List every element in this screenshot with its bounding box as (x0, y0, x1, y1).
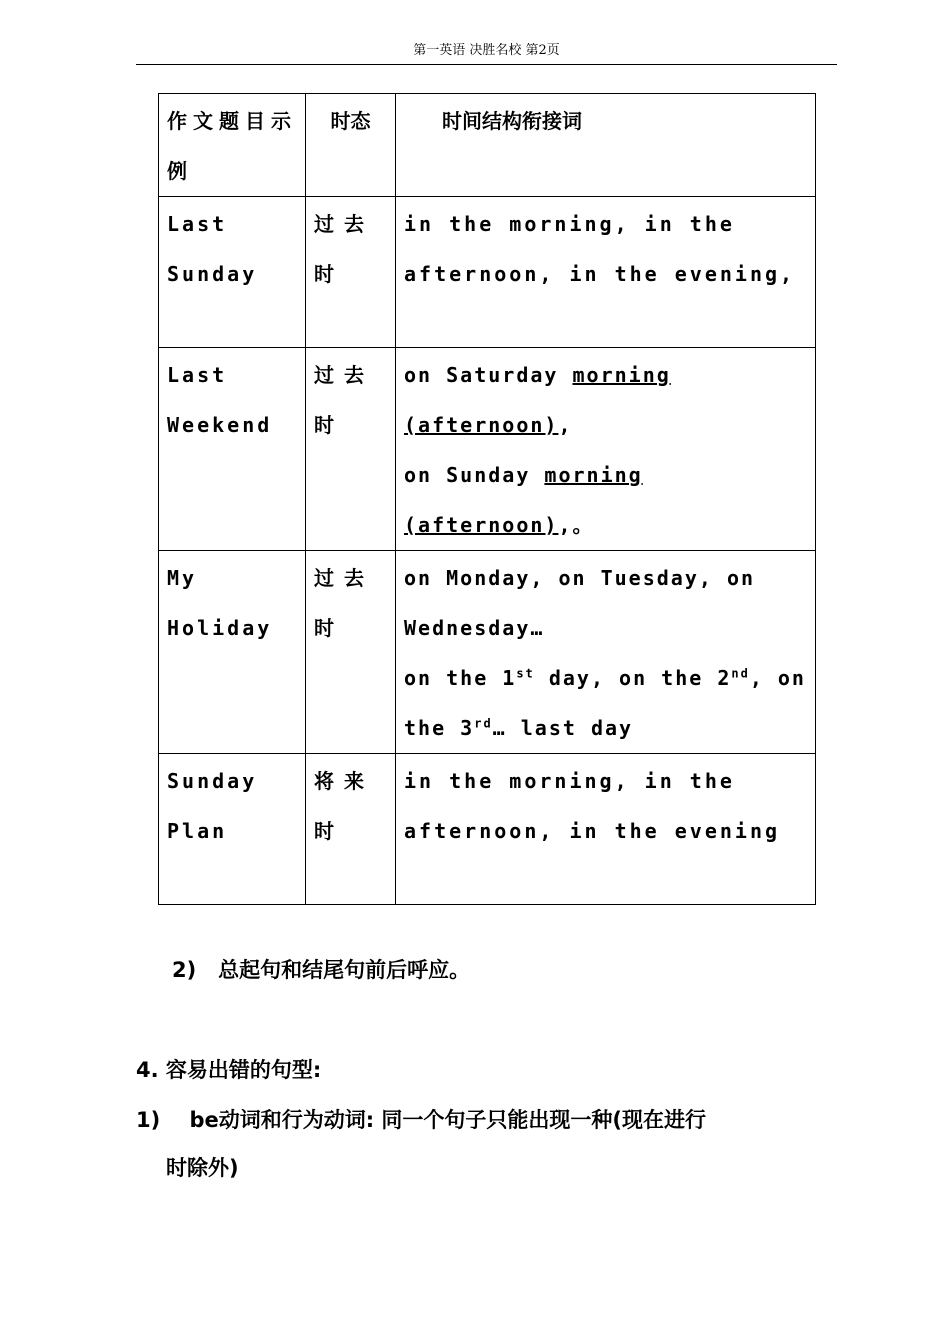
tense-cell: 将来时 (306, 754, 396, 905)
connector-text: , (558, 413, 573, 437)
section-heading: 4. 容易出错的句型: (136, 1058, 322, 1082)
connector-text: on Saturday (404, 363, 573, 387)
tense-cell: 过去时 (306, 551, 396, 754)
connector-cell: in the morning, in the afternoon, in the evening (396, 754, 816, 905)
table-header-row (159, 94, 816, 197)
connector-underlined: morning (afternoon) (404, 363, 671, 437)
connector-text: on the 1 (404, 666, 517, 690)
topic-cell: Last Sunday (159, 197, 306, 348)
connector-text: … last day (492, 716, 634, 740)
table-row (159, 754, 816, 905)
table-row (159, 551, 816, 754)
connector-cell (396, 348, 816, 551)
tense-cell: 过去时 (306, 197, 396, 348)
paragraph-rule-line1: 1) be动词和行为动词: 同一个句子只能出现一种(现在进行 (136, 1108, 707, 1132)
ordinal-suffix: st (516, 666, 535, 681)
connector-cell (396, 551, 816, 754)
header-topic: 作文题目示例 (159, 94, 306, 197)
connector-underlined: morning (afternoon) (404, 463, 643, 537)
header-tense: 时态 (306, 94, 396, 197)
topic-cell: Last Weekend (159, 348, 306, 551)
connector-text: , on the 3 (404, 666, 806, 740)
paragraph-rule-line2: 时除外) (166, 1156, 239, 1180)
header-connectors: 时间结构衔接词 (396, 94, 816, 197)
ordinal-suffix: rd (474, 716, 493, 731)
table-row (159, 197, 816, 348)
ordinal-suffix: nd (731, 666, 750, 681)
topic-cell: My Holiday (159, 551, 306, 754)
connector-table (158, 93, 816, 905)
topic-cell: Sunday Plan (159, 754, 306, 905)
connector-text: ,。 (558, 513, 595, 537)
tense-cell: 过去时 (306, 348, 396, 551)
page-header: 第一英语 决胜名校 第2页 (136, 40, 837, 65)
connector-text: on Monday, on Tuesday, on Wednesday… (404, 566, 756, 640)
table-row (159, 348, 816, 551)
connector-text: day, on the 2 (534, 666, 732, 690)
connector-text: on Sunday (404, 463, 545, 487)
connector-cell: in the morning, in the afternoon, in the evening, (396, 197, 816, 348)
paragraph-echo: 2) 总起句和结尾句前后呼应。 (172, 958, 471, 982)
